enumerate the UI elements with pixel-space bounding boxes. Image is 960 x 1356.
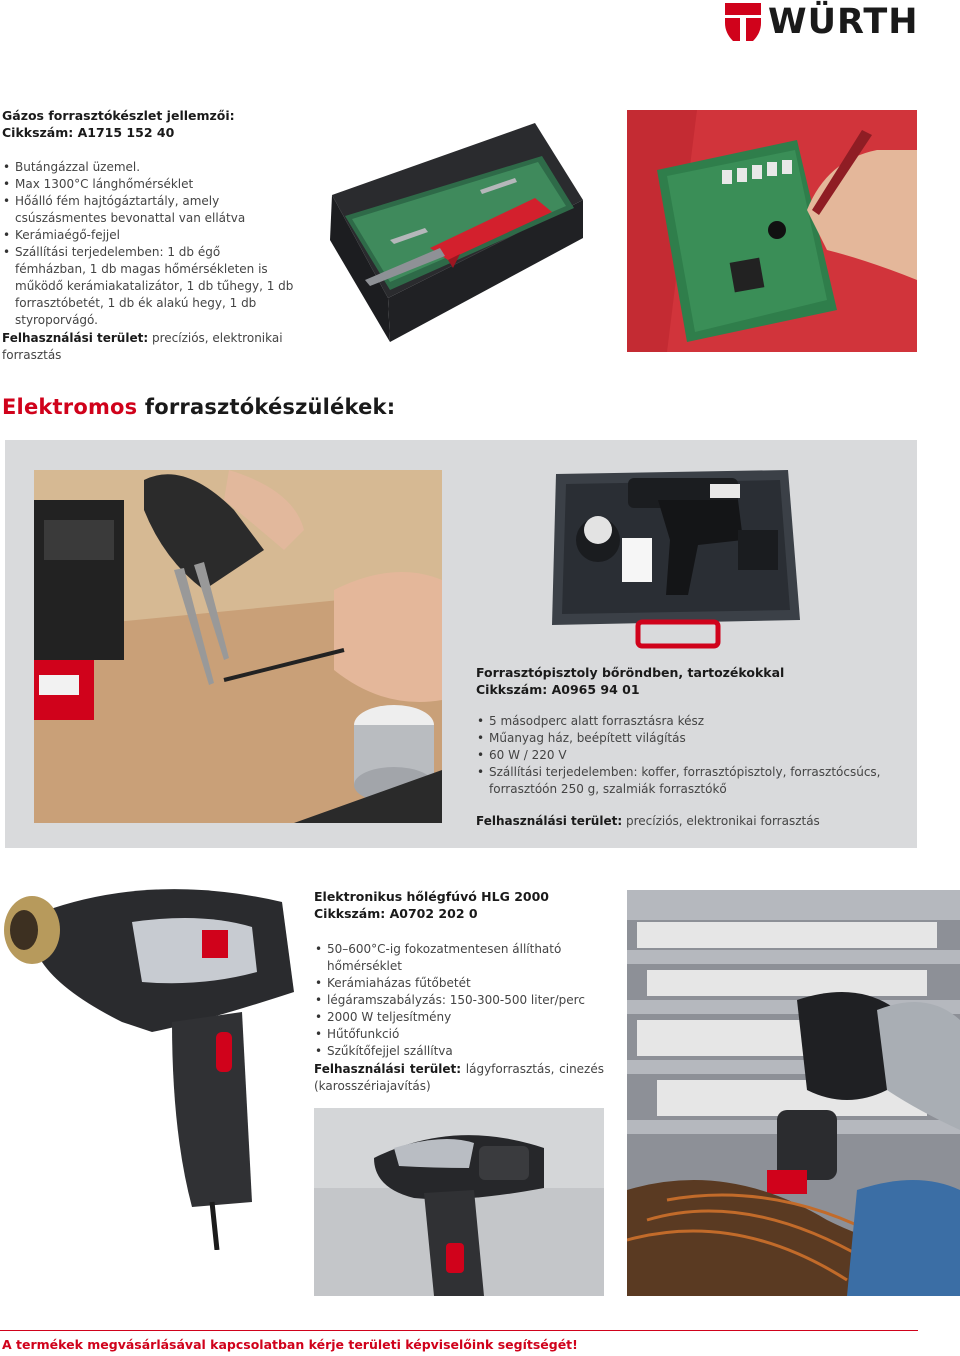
list-item: • 2000 W teljesítmény [314, 1009, 614, 1026]
heat-gun-usage [314, 1061, 604, 1095]
list-item: • Kerámiaházas fűtőbetét [314, 975, 614, 992]
heat-gun-closeup-photo [314, 1108, 604, 1296]
list-item: • Szállítási terjedelemben: koffer, forrasztópisztoly, forrasztócsúcs, forrasztóón 250 g, szalmiák forrasztókő [476, 764, 901, 798]
gas-soldering-kit-photo [330, 120, 585, 342]
list-item: • Hőálló fém hajtógáztartály, amely csúszásmentes bevonattal van ellátva [2, 193, 294, 227]
usage-text: precíziós, elektronikai forrasztás [2, 331, 283, 362]
list-item: • Szűkítőfejjel szállítva [314, 1043, 614, 1060]
list-item: • Szállítási terjedelemben: 1 db égő fémházban, 1 db magas hőmérsékleten is működő kerámiakatalizátor, 1 db tűhegy, 1 db forrasztóbetét, 1 db ék alakú hegy, 1 db styroporvágó. [2, 244, 294, 329]
brand-name: WÜRTH [768, 2, 919, 42]
list-item: • Max 1300°C lánghőmérséklet [2, 176, 294, 193]
list-item: • Kerámiaégő-fejjel [2, 227, 294, 244]
wurth-logo [725, 2, 919, 42]
usage-label: Felhasználási terület: [2, 331, 149, 345]
gas-kit-sku: Cikkszám: A1715 152 40 [2, 125, 175, 140]
list-item: • 60 W / 220 V [476, 747, 901, 764]
heat-gun-features [314, 941, 614, 1060]
gun-kit-usage [476, 813, 906, 830]
gun-kit-heading: Forrasztópisztoly bőröndben, tartozékokkal [476, 665, 785, 680]
soldering-gun-case-photo [548, 470, 808, 652]
footer-divider [0, 1330, 918, 1331]
usage-text: lágyforrasztás, cinezés (karosszériajavítás) [314, 1062, 604, 1093]
list-item: • légáramszabályzás: 150-300-500 liter/perc [314, 992, 614, 1009]
gun-kit-sku: Cikkszám: A0965 94 01 [476, 682, 640, 697]
pcb-soldering-photo [627, 110, 917, 352]
wurth-logo-icon [725, 3, 761, 41]
list-item: • Műanyag ház, beépített világítás [476, 730, 901, 747]
gas-kit-features [2, 159, 294, 329]
section-title-part2: forrasztókészülékek: [144, 395, 396, 419]
list-item: • 5 másodperc alatt forrasztásra kész [476, 713, 901, 730]
heat-gun-heading: Elektronikus hőlégfúvó HLG 2000 [314, 889, 549, 904]
heat-gun-use-photo [627, 890, 960, 1296]
heat-gun-product-photo [2, 872, 302, 1250]
list-item: • Butángázzal üzemel. [2, 159, 294, 176]
footer-note: A termékek megvásárlásával kapcsolatban kérje területi képviselőink segítségét! [2, 1337, 578, 1352]
gas-kit-usage [2, 330, 294, 364]
heat-gun-sku: Cikkszám: A0702 202 0 [314, 906, 478, 921]
section-title-part1: Elektromos [2, 395, 138, 419]
usage-label: Felhasználási terület: [476, 814, 623, 828]
list-item: • 50–600°C-ig fokozatmentesen állítható hőmérséklet [314, 941, 614, 975]
gun-kit-features [476, 713, 901, 798]
gas-kit-heading: Gázos forrasztókészlet jellemzői: [2, 108, 235, 123]
soldering-gun-use-photo [34, 470, 442, 823]
usage-label: Felhasználási terület: [314, 1062, 462, 1076]
section-title [2, 393, 395, 421]
list-item: • Hűtőfunkció [314, 1026, 614, 1043]
usage-text: precíziós, elektronikai forrasztás [625, 814, 820, 828]
